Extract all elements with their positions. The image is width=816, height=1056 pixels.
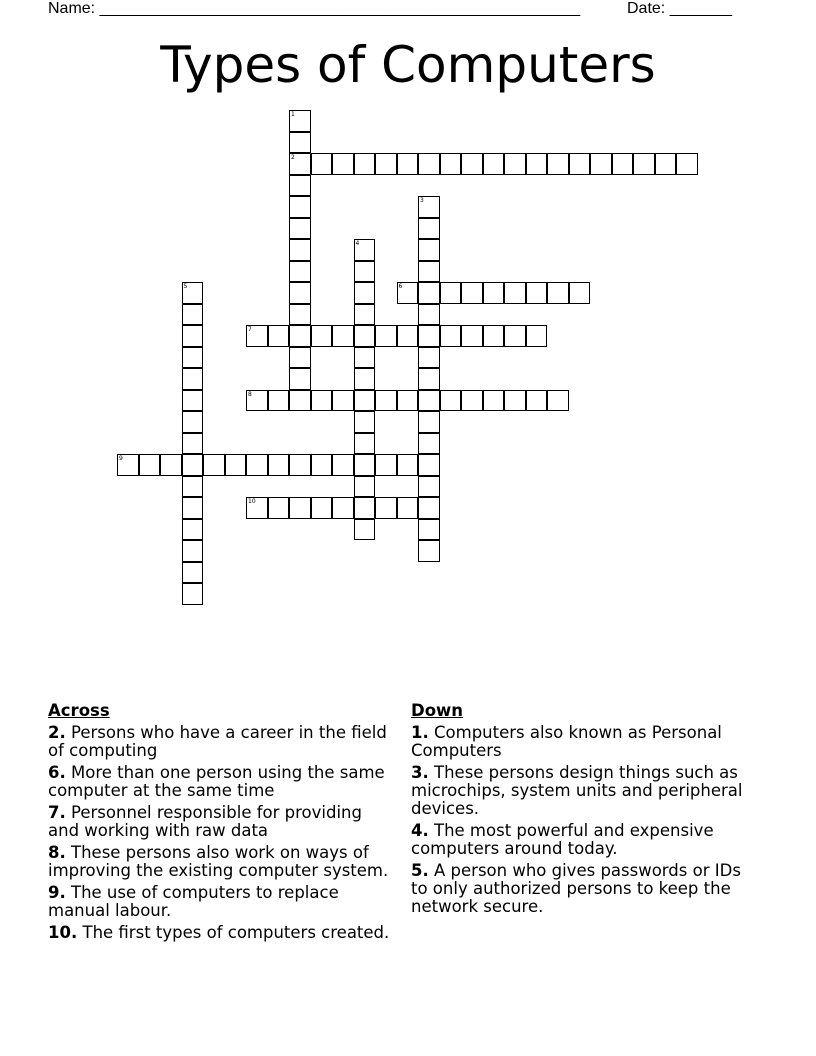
crossword-cell[interactable] [418,153,440,175]
crossword-cell[interactable] [418,261,440,283]
crossword-cell[interactable] [526,153,548,175]
crossword-cell[interactable] [182,282,204,304]
crossword-cell[interactable] [461,153,483,175]
clue-across-7 [48,804,398,840]
across-heading: Across [48,701,110,720]
down-heading: Down [411,701,464,720]
cell-number: 10 [248,498,256,505]
crossword-cell[interactable] [354,304,376,326]
crossword-cell[interactable] [182,497,204,519]
crossword-cell[interactable] [289,282,311,304]
crossword-cell[interactable] [547,390,569,412]
clue-number: 5. [411,861,429,880]
crossword-cell[interactable] [440,282,462,304]
crossword-cell[interactable] [418,390,440,412]
crossword-cell[interactable] [182,454,204,476]
crossword-cell[interactable] [139,454,161,476]
crossword-cell[interactable] [182,325,204,347]
crossword-cell[interactable] [440,390,462,412]
across-clues [48,702,398,946]
crossword-cell[interactable] [311,153,333,175]
crossword-cell[interactable] [375,454,397,476]
crossword-cell[interactable] [289,261,311,283]
clue-text: A person who gives passwords or IDs to only authorized persons to keep the network secure. [411,861,741,916]
crossword-cell[interactable] [354,497,376,519]
crossword-cell[interactable] [289,175,311,197]
clue-number: 2. [48,723,66,742]
clue-number: 6. [48,763,66,782]
crossword-cell[interactable] [461,325,483,347]
crossword-cell[interactable] [182,433,204,455]
crossword-cell[interactable] [354,411,376,433]
crossword-cell[interactable] [182,390,204,412]
crossword-cell[interactable] [289,325,311,347]
crossword-cell[interactable] [354,433,376,455]
crossword-cell[interactable] [440,325,462,347]
clue-text: Persons who have a career in the field of computing [48,723,387,760]
crossword-cell[interactable] [268,325,290,347]
crossword-cell[interactable] [354,368,376,390]
clue-down-1 [411,724,756,760]
cell-number: 8 [248,390,252,398]
clue-across-2 [48,724,398,760]
crossword-cell[interactable] [547,282,569,304]
crossword-cell[interactable] [182,304,204,326]
crossword-cell[interactable] [655,153,677,175]
crossword-cell[interactable] [332,325,354,347]
crossword-cell[interactable] [182,583,204,605]
clue-text: The first types of computers created. [82,923,390,942]
crossword-cell[interactable] [418,304,440,326]
crossword-cell[interactable] [182,540,204,562]
cell-number: 9 [119,455,123,462]
crossword-cell[interactable] [504,390,526,412]
crossword-cell[interactable] [332,153,354,175]
clue-across-9 [48,884,398,920]
crossword-cell[interactable] [246,390,268,412]
crossword-cell[interactable] [569,282,591,304]
crossword-cell[interactable] [397,325,419,347]
crossword-cell[interactable] [461,390,483,412]
cell-number: 6 [398,283,403,290]
clue-down-5 [411,862,756,916]
crossword-cell[interactable] [246,497,268,519]
crossword-cell[interactable] [289,110,311,132]
crossword-cell[interactable] [311,497,333,519]
crossword-cell[interactable] [418,454,440,476]
down-clues [411,702,756,920]
crossword-cell[interactable] [182,368,204,390]
crossword-cell[interactable] [418,282,440,304]
crossword-cell[interactable] [526,390,548,412]
cell-number: 5 [183,283,188,290]
crossword-cell[interactable] [354,153,376,175]
crossword-cell[interactable] [418,497,440,519]
crossword-cell[interactable] [569,153,591,175]
crossword-cell[interactable] [418,411,440,433]
page-title: Types of Computers [160,36,656,94]
crossword-cell[interactable] [612,153,634,175]
crossword-cell[interactable] [418,540,440,562]
crossword-cell[interactable] [289,239,311,261]
crossword-cell[interactable] [483,390,505,412]
crossword-cell[interactable] [182,519,204,541]
crossword-cell[interactable] [311,325,333,347]
name-field[interactable]: Name: ______________________________________________________ [48,0,581,17]
cell-number: 7 [248,326,252,333]
clue-number: 1. [411,723,429,742]
crossword-cell[interactable] [676,153,698,175]
crossword-cell[interactable] [526,325,548,347]
crossword-cell[interactable] [289,304,311,326]
clue-across-10 [48,924,398,942]
crossword-cell[interactable] [483,153,505,175]
clue-text: These persons also work on ways of improving the existing computer system. [48,843,389,880]
crossword-cell[interactable] [354,261,376,283]
crossword-cell[interactable] [160,454,182,476]
crossword-cell[interactable] [117,454,139,476]
crossword-cell[interactable] [397,454,419,476]
crossword-cell[interactable] [354,239,376,261]
crossword-cell[interactable] [375,497,397,519]
date-field[interactable]: Date: _______ [627,0,732,17]
crossword-cell[interactable] [354,282,376,304]
crossword-cell[interactable] [418,519,440,541]
crossword-cell[interactable] [526,282,548,304]
clue-text: These persons design things such as microchips, system units and peripheral devices. [411,763,743,818]
crossword-cell[interactable] [397,282,419,304]
cell-number: 2 [291,154,295,161]
clue-text: More than one person using the same computer at the same time [48,763,385,800]
crossword-cell[interactable] [246,325,268,347]
crossword-cell[interactable] [375,153,397,175]
crossword-cell[interactable] [397,153,419,175]
crossword-cell[interactable] [203,454,225,476]
crossword-cell[interactable] [332,454,354,476]
crossword-cell[interactable] [418,196,440,218]
crossword-cell[interactable] [483,325,505,347]
crossword-cell[interactable] [268,454,290,476]
crossword-cell[interactable] [590,153,612,175]
crossword-cell[interactable] [633,153,655,175]
crossword-cell[interactable] [418,325,440,347]
clue-text: Personnel responsible for providing and working with raw data [48,803,362,840]
crossword-cell[interactable] [418,347,440,369]
crossword-cell[interactable] [332,390,354,412]
crossword-cell[interactable] [311,454,333,476]
crossword-cell[interactable] [289,218,311,240]
cell-number: 3 [420,197,424,204]
clue-text: Computers also known as Personal Computers [411,723,722,760]
crossword-cell[interactable] [311,390,333,412]
crossword-cell[interactable] [440,153,462,175]
clue-number: 4. [411,821,429,840]
crossword-cell[interactable] [504,282,526,304]
crossword-cell[interactable] [289,368,311,390]
crossword-cell[interactable] [483,282,505,304]
crossword-cell[interactable] [504,153,526,175]
crossword-cell[interactable] [289,347,311,369]
crossword-cell[interactable] [289,153,311,175]
crossword-cell[interactable] [547,153,569,175]
crossword-cell[interactable] [418,476,440,498]
crossword-cell[interactable] [504,325,526,347]
crossword-cell[interactable] [354,454,376,476]
crossword-cell[interactable] [225,454,247,476]
crossword-cell[interactable] [182,347,204,369]
crossword-cell[interactable] [418,239,440,261]
crossword-cell[interactable] [246,454,268,476]
crossword-cell[interactable] [332,497,354,519]
crossword-cell[interactable] [375,390,397,412]
crossword-cell[interactable] [289,196,311,218]
clue-number: 10. [48,923,78,942]
crossword-cell[interactable] [182,476,204,498]
crossword-cell[interactable] [354,390,376,412]
crossword-cell[interactable] [354,347,376,369]
clue-text: The most powerful and expensive computers around today. [411,821,714,858]
clue-across-8 [48,844,398,880]
crossword-cell[interactable] [289,132,311,154]
clue-across-6 [48,764,398,800]
crossword-cell[interactable] [268,497,290,519]
clue-text: The use of computers to replace manual labour. [48,883,339,920]
crossword-cell[interactable] [354,325,376,347]
crossword-cell[interactable] [268,390,290,412]
cell-number: 4 [355,240,360,247]
crossword-cell[interactable] [418,218,440,240]
crossword-cell[interactable] [354,476,376,498]
clue-number: 3. [411,763,429,782]
crossword-cell[interactable] [397,390,419,412]
clue-number: 9. [48,883,66,902]
cell-number: 1 [291,111,295,118]
crossword-cell[interactable] [289,497,311,519]
crossword-cell[interactable] [354,519,376,541]
clue-number: 8. [48,843,66,862]
crossword-cell[interactable] [397,497,419,519]
crossword-cell[interactable] [418,368,440,390]
crossword-cell[interactable] [182,411,204,433]
crossword-cell[interactable] [375,325,397,347]
clue-number: 7. [48,803,66,822]
crossword-cell[interactable] [289,390,311,412]
clue-down-3 [411,764,756,818]
crossword-cell[interactable] [289,454,311,476]
crossword-cell[interactable] [182,562,204,584]
crossword-cell[interactable] [461,282,483,304]
crossword-cell[interactable] [418,433,440,455]
clue-down-4 [411,822,756,858]
